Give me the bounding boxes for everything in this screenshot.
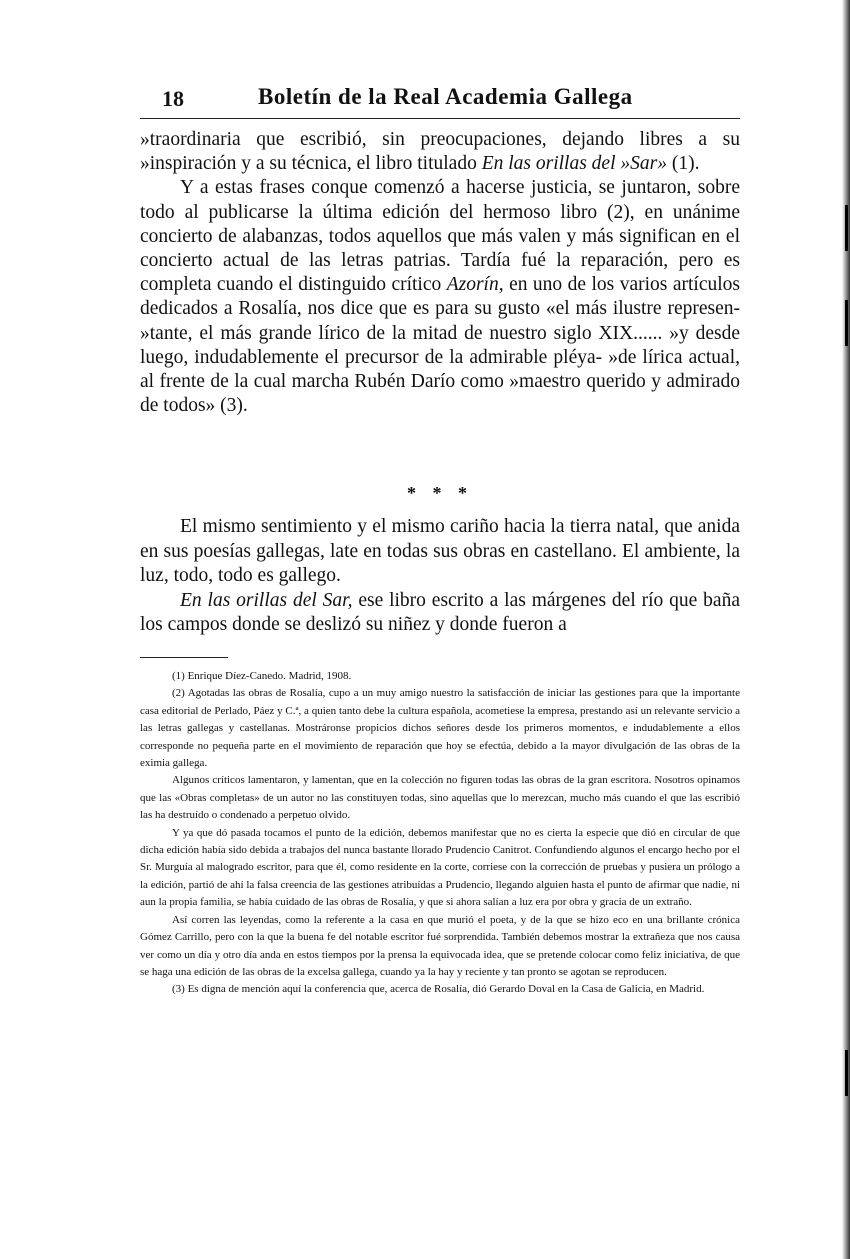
footnote-2-cont: Así corren las leyendas, como la referente a la casa en que murió el poeta, y de la que se hizo eco en una brillante crónica Gómez Carrillo, pero con la que la buena fe del notable escritor fué sorprendida. También debemos mostrar la extrañeza que nos causa ver como un día y otro día anda en estos tiempos por la prensa la equivocada idea, que se pretende colocar como feliz iniciativa, de que se haga una edición de las obras de la excelsa gallega, cuando ya la hay y reciente y tan pronto se agotan se reproducen. bbox=[140, 913, 740, 978]
paragraph: El mismo sentimiento y el mismo cariño hacia la tierra natal, que anida en sus poesías gallegas, late en todas sus obras en castellano. El ambiente, la luz, todo, todo es gallego. bbox=[140, 516, 740, 586]
paragraph: »traordinaria que escribió, sin preocupaciones, dejando libres a su »inspiración y a su técnica, el libro titulado En las orillas del »Sar» (1). bbox=[140, 129, 740, 175]
edge-mark bbox=[845, 205, 848, 251]
edge-mark bbox=[845, 300, 848, 346]
page-header bbox=[140, 84, 740, 119]
paragraph: Y a estas frases conque comenzó a hacerse justicia, se juntaron, sobre todo al publicarse la última edición del hermoso libro (2), en unánime concierto de alabanzas, todos aquellos que más valen y más significan en el concierto actual de las letras patrias. Tardía fué la reparación, pero es completa cuando el distinguido crítico Azorín, en uno de los varios artículos dedicados a Rosalía, nos dice que es para su gusto «el más ilustre represen- »tante, el más grande lírico de la mitad de nuestro siglo XIX...... »y desde luego, indudablemente el precursor de la admirable pléya- »de lírica actual, al frente de la cual marcha Rubén Darío como »maestro querido y admirado de todos» (3). bbox=[140, 177, 740, 417]
footnote-3: (3) Es digna de mención aquí la conferencia que, acerca de Rosalía, dió Gerardo Doval en la Casa de Galicia, en Madrid. bbox=[172, 983, 705, 996]
edge-mark bbox=[845, 1050, 848, 1096]
book-title: En las orillas del Sar, bbox=[180, 589, 353, 611]
footnote-2: (2) Agotadas las obras de Rosalía, cupo a un muy amigo nuestro la satisfacción de iniciar las gestiones para que la importante casa editorial de Perlado, Páez y C.ª, a quien tanto debe la cultura española, acometiese la empresa, prestando así un relevante servicio a las letras gallegas y castellanas. Mostráronse propicios dichos señores desde los primeros momentos, e indudablemente a ellos corresponde no pequeña parte en el movimiento de reparación que hoy se efectúa, debido a la mayor divulgación de las obras de la eximia gallega. bbox=[140, 687, 740, 770]
section-separator: * * * bbox=[407, 483, 473, 503]
running-title: Boletín de la Real Academia Gallega bbox=[258, 84, 633, 109]
footnote-2-cont: Y ya que dó pasada tocamos el punto de la edición, debemos manifestar que no es cierta la especie que dió en circular de que dicha edición había sido debida a trabajos del nunca bastante llorado Prudencio Canitrot. Confundiendo algunos el encargo hecho por el Sr. Murguía al malogrado escritor, para que él, como residente en la corte, corriese con la corrección de pruebas y pusiera un prólogo a la edición, partió de ahí la falsa creencia de las gestiones atribuídas a Prudencio, llegando alguien hasta el punto de afirmar que nadie, ni aun la propia familia, se había cuidado de las obras de Rosalía, y que si ahora salían a luz era por obra y gracia de un extraño. bbox=[140, 826, 740, 909]
footnotes bbox=[140, 668, 740, 999]
main-text-continued bbox=[140, 515, 740, 638]
book-title: En las orillas del »Sar» bbox=[481, 153, 667, 175]
main-text bbox=[140, 128, 740, 418]
page-number: 18 bbox=[162, 86, 184, 111]
footnote-1: (1) Enrique Díez-Canedo. Madrid, 1908. bbox=[172, 670, 352, 682]
paragraph: En las orillas del Sar, ese libro escrito a las márgenes del río que baña los campos donde se deslizó su niñez y donde fueron a bbox=[140, 589, 740, 635]
author-name: Azorín, bbox=[446, 274, 504, 296]
footnote-2-cont: Algunos críticos lamentaron, y lamentan, que en la colección no figuren todas las obras de la gran escritora. Nosotros opinamos que las «Obras completas» de un autor no las constituyen todas, sino aquellas que lo merezcan, mucho más cuando el que las escribió las ha destruído o condenado a perpetuo olvido. bbox=[140, 774, 740, 822]
footnote-rule bbox=[140, 657, 228, 658]
